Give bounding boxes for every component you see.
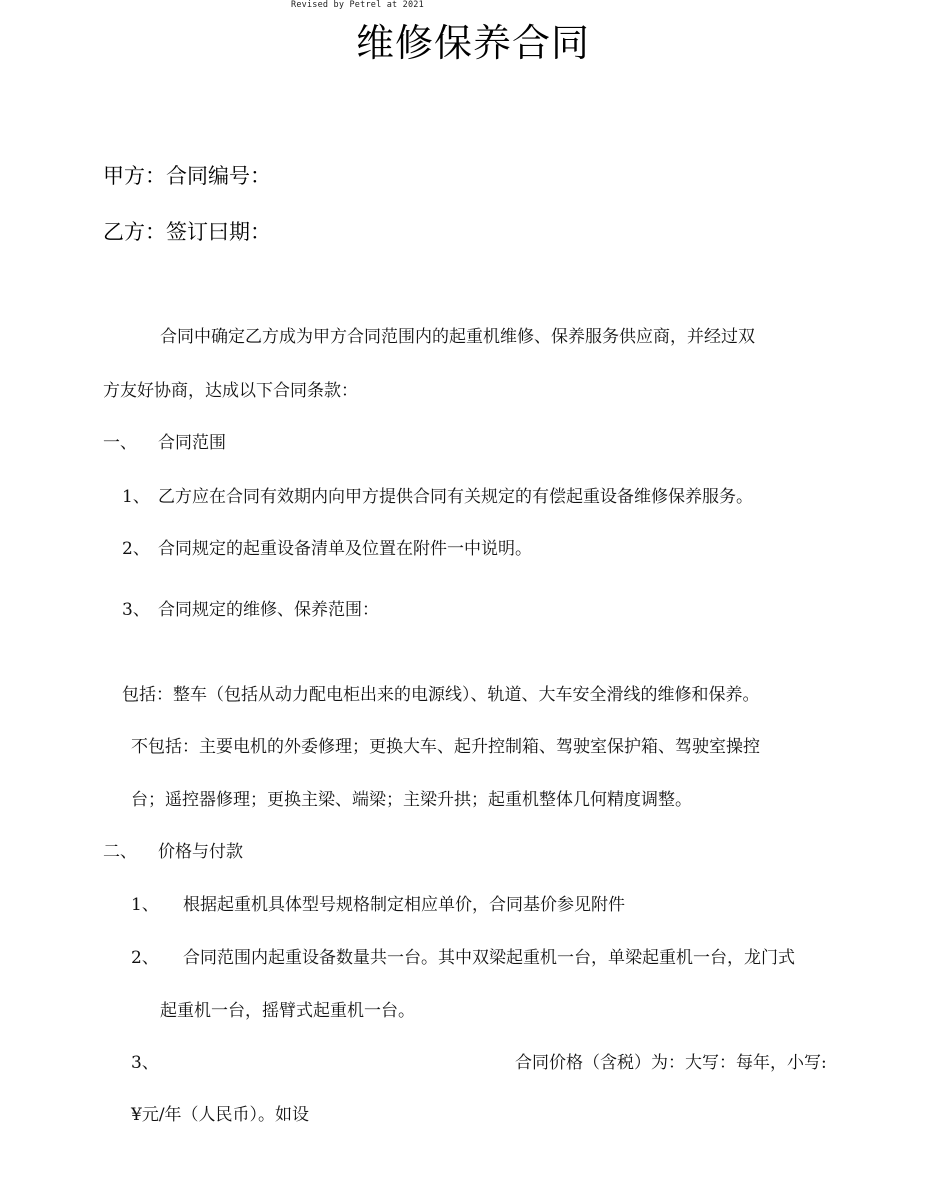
excludes-line-1: 不包括：主要电机的外委修理；更换大车、起升控制箱、驾驶室保护箱、驾驶室操控 <box>131 737 760 757</box>
excludes-line-2: 台；遥控器修理；更换主梁、端梁；主梁升拱；起重机整体几何精度调整。 <box>131 790 692 810</box>
item-text: 合同价格（含税）为：大写：每年，小写: <box>515 1053 827 1073</box>
item-text: 合同规定的维修、保养范围： <box>158 600 379 620</box>
item-text-line-1: 合同范围内起重设备数量共一台。其中双梁起重机一台，单梁起重机一台，龙门式 <box>183 948 795 968</box>
section-2-number: 二、 <box>103 842 137 862</box>
item-number: 3、 <box>122 600 150 620</box>
item-number: 1、 <box>131 895 159 915</box>
party-b-line: 乙方：签订曰期： <box>103 220 271 244</box>
item-text-line-2: ¥元/年（人民币）。如设 <box>131 1105 310 1125</box>
item-number: 3、 <box>131 1053 159 1073</box>
section-1-title: 合同范围 <box>158 433 226 453</box>
item-number: 2、 <box>122 539 150 559</box>
item-number: 2、 <box>131 948 159 968</box>
party-a-line: 甲方：合同编号： <box>103 164 271 188</box>
includes-line: 包括：整车（包括从动力配电柜出来的电源线）、轨道、大车安全滑线的维修和保养。 <box>122 685 760 705</box>
section-1-number: 一、 <box>103 433 137 453</box>
item-text: 合同规定的起重设备清单及位置在附件一中说明。 <box>158 539 532 559</box>
revised-note: Revised by Petrel at 2021 <box>291 0 424 10</box>
item-number: 1、 <box>122 487 150 507</box>
item-text: 根据起重机具体型号规格制定相应单价，合同基价参见附件 <box>183 895 625 915</box>
item-text-line-2: 起重机一台，摇臂式起重机一台。 <box>160 1001 415 1021</box>
intro-line-1: 合同中确定乙方成为甲方合同范围内的起重机维修、保养服务供应商，并经过双 <box>160 327 755 347</box>
page-title: 维修保养合同 <box>356 21 591 65</box>
section-2-title: 价格与付款 <box>158 842 243 862</box>
intro-line-2: 方友好协商，达成以下合同条款： <box>103 381 358 401</box>
item-text: 乙方应在合同有效期内向甲方提供合同有关规定的有偿起重设备维修保养服务。 <box>158 487 753 507</box>
